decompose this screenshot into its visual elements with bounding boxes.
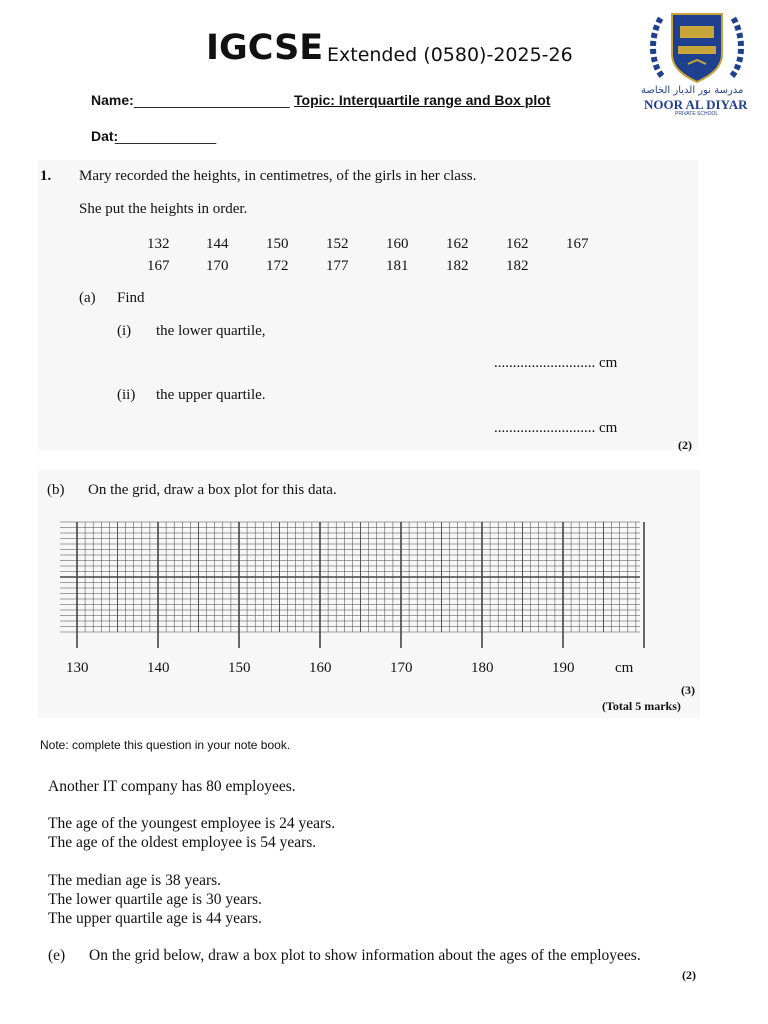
height-value: 144 [206,236,229,252]
date-label: Dat: [91,128,119,144]
marks-part-e: (2) [682,968,696,982]
page-title: IGCSE [206,28,324,68]
part-ii-text: the upper quartile. [156,387,266,403]
question2-line: Another IT company has 80 employees. [48,778,296,795]
part-a-label: (a) [79,290,96,306]
question1-intro: Mary recorded the heights, in centimetres, of the girls in her class. [79,168,477,184]
axis-tick-label: 130 [66,660,89,676]
question2-line: The age of the youngest employee is 24 years. [48,815,336,832]
height-value: 167 [147,258,170,274]
page-subtitle: Extended (0580)-2025-26 [327,44,573,66]
school-crest-icon [648,6,746,86]
height-value: 172 [266,258,289,274]
answer-line-upper-quartile[interactable]: ........................... cm [494,420,618,436]
height-value: 181 [386,258,409,274]
height-value: 182 [506,258,529,274]
axis-tick-label: 180 [471,660,494,676]
question-number: 1. [40,168,52,184]
answer-line-lower-quartile[interactable]: ........................... cm [494,355,618,371]
height-value: 177 [326,258,349,274]
axis-tick-label: 170 [390,660,413,676]
height-value: 160 [386,236,409,252]
note-text: Note: complete this question in your note book. [40,738,291,752]
height-value: 162 [506,236,529,252]
height-value: 170 [206,258,229,274]
name-blank: ____________________ [134,92,290,108]
height-value: 162 [446,236,469,252]
box-plot-grid[interactable] [60,516,650,656]
question2-line: The lower quartile age is 30 years. [48,891,262,908]
question2-line: The age of the oldest employee is 54 years. [48,834,317,851]
axis-tick-label: 160 [309,660,332,676]
total-marks: (Total 5 marks) [602,699,681,713]
height-value: 152 [326,236,349,252]
part-b-text: On the grid, draw a box plot for this data. [88,482,337,498]
height-value: 132 [147,236,170,252]
part-i-text: the lower quartile, [156,323,266,339]
name-label: Name: [91,92,134,108]
part-a-text: Find [117,290,145,306]
school-logo [648,6,746,86]
question2-line: The median age is 38 years. [48,872,222,889]
part-i-label: (i) [117,323,132,339]
grid-lines[interactable] [60,516,650,656]
height-value: 182 [446,258,469,274]
school-subtitle: PRIVATE SCHOOL [675,111,719,117]
axis-unit: cm [615,660,634,676]
part-e-label: (e) [48,947,66,964]
question1-intro-2: She put the heights in order. [79,201,248,217]
school-name: NOOR AL DIYAR [644,97,748,112]
height-value: 150 [266,236,289,252]
axis-tick-label: 140 [147,660,170,676]
axis-tick-label: 150 [228,660,251,676]
topic-heading: Topic: Interquartile range and Box plot [294,92,551,108]
school-arabic-name: مدرسة نور الديار الخاصة [641,85,744,96]
question2-line: The upper quartile age is 44 years. [48,910,262,927]
part-b-label: (b) [47,482,65,498]
part-ii-label: (ii) [117,387,136,403]
part-e-text: On the grid below, draw a box plot to show information about the ages of the employees. [89,947,641,964]
marks-part-b: (3) [681,683,695,697]
marks-part-a: (2) [678,438,692,452]
axis-tick-label: 190 [552,660,575,676]
date-blank: _____________ [115,128,217,144]
height-value: 167 [566,236,589,252]
